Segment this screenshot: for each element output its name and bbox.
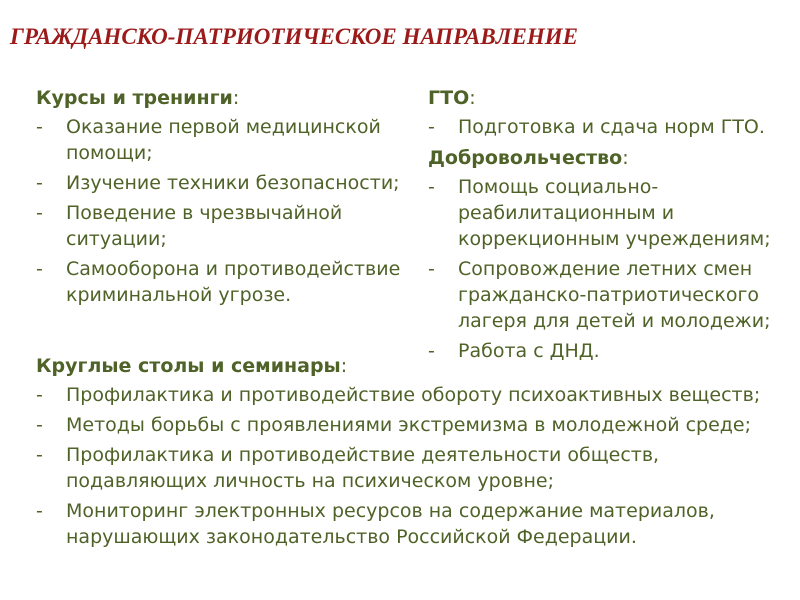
list-item: - Сопровождение летних смен гражданско-патриотического лагеря для детей и молодежи; xyxy=(428,258,771,332)
list-item: - Самооборона и противодействие криминальной угрозе. xyxy=(36,258,401,306)
gto-list xyxy=(428,114,788,140)
slide-title: ГРАЖДАНСКО-ПАТРИОТИЧЕСКОЕ НАПРАВЛЕНИЕ xyxy=(10,24,578,49)
volunteer-heading: Добровольчество: xyxy=(428,147,629,169)
volunteer-list xyxy=(428,174,788,364)
list-item: - Профилактика и противодействие обороту психоактивных веществ; xyxy=(36,384,761,406)
courses-list xyxy=(36,114,406,308)
courses-heading: Курсы и тренинги: xyxy=(36,87,240,109)
list-item: - Мониторинг электронных ресурсов на содержание материалов, нарушающих законодательство Российской Федерации. xyxy=(36,500,715,548)
list-item: - Профилактика и противодействие деятельности обществ, подавляющих личность на психическом уровне; xyxy=(36,444,660,492)
courses-section xyxy=(36,86,406,308)
list-item: - Подготовка и сдача норм ГТО. xyxy=(428,116,765,138)
list-item: - Работа с ДНД. xyxy=(428,340,600,362)
roundtables-list xyxy=(36,382,796,550)
gto-heading: ГТО: xyxy=(428,87,476,109)
list-item: - Поведение в чрезвычайной ситуации; xyxy=(36,202,343,250)
list-item: - Методы борьбы с проявлениями экстремизма в молодежной среде; xyxy=(36,414,752,436)
list-item: - Оказание первой медицинской помощи; xyxy=(36,116,381,164)
list-item: - Изучение техники безопасности; xyxy=(36,172,400,194)
list-item: - Помощь социально-реабилитационным и коррекционным учреждениям; xyxy=(428,176,771,250)
gto-section xyxy=(428,86,788,140)
roundtables-section xyxy=(36,354,796,550)
volunteer-section xyxy=(428,146,788,364)
roundtables-heading: Круглые столы и семинары: xyxy=(36,355,348,377)
